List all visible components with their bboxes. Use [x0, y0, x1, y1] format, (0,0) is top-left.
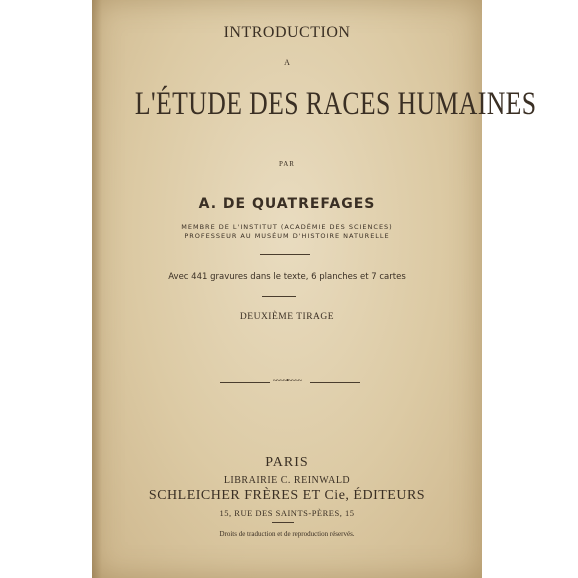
- ornament-icon: ~~~~•~~~~: [272, 376, 302, 385]
- edition-label: DEUXIÈME TIRAGE: [239, 312, 335, 322]
- main-title: L'ÉTUDE DES RACES HUMAINES: [134, 86, 537, 122]
- title-preposition: A: [284, 58, 290, 67]
- ornament-line-right: [310, 382, 360, 383]
- rights-notice: Droits de traduction et de reproduction réservés.: [219, 530, 355, 538]
- title-page: [92, 0, 537, 578]
- bookseller-line: LIBRAIRIE C. REINWALD: [223, 475, 351, 486]
- publisher-line: SCHLEICHER FRÈRES ET Cie, ÉDITEURS: [148, 488, 426, 503]
- title-introduction: INTRODUCTION: [223, 24, 351, 41]
- divider-rule: [260, 254, 310, 255]
- divider-rule: [262, 296, 296, 297]
- divider-rule: [272, 522, 294, 523]
- publication-city: PARIS: [265, 455, 309, 470]
- by-label: PAR: [279, 160, 295, 168]
- author-name: A. DE QUATREFAGES: [198, 196, 376, 212]
- author-credit-2: PROFESSEUR AU MUSÉUM D'HISTOIRE NATURELLE: [184, 232, 390, 240]
- illustrations-note: Avec 441 gravures dans le texte, 6 planches et 7 cartes: [168, 272, 406, 282]
- author-credit-1: MEMBRE DE L'INSTITUT (ACADÉMIE DES SCIENCES): [181, 223, 393, 231]
- publisher-address: 15, RUE DES SAINTS-PÈRES, 15: [219, 508, 355, 518]
